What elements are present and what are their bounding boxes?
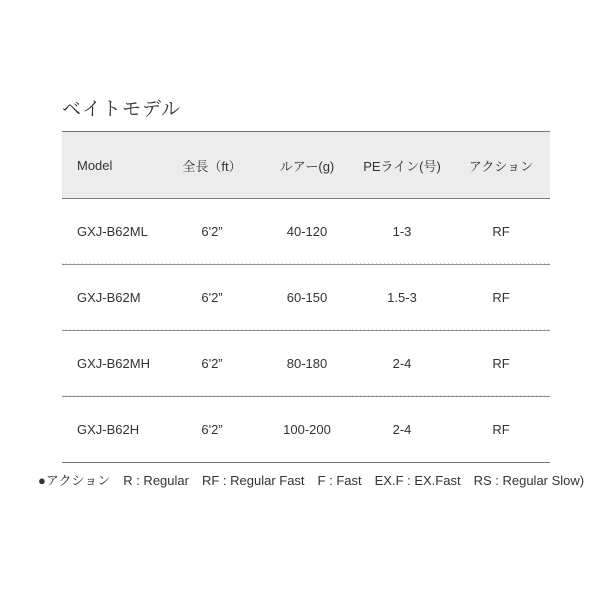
cell-lure: 80-180: [262, 331, 352, 397]
cell-model: GXJ-B62M: [62, 265, 162, 331]
cell-length: 6'2”: [162, 265, 262, 331]
table-header-row: [62, 132, 550, 199]
cell-length: 6'2”: [162, 331, 262, 397]
page-title: ベイトモデル: [62, 99, 182, 120]
cell-lure: 100-200: [262, 397, 352, 463]
column-header-lure: ルアー(g): [262, 132, 352, 199]
cell-pe-line: 1-3: [352, 199, 452, 265]
cell-action: RF: [452, 331, 550, 397]
cell-lure: 60-150: [262, 265, 352, 331]
legend-item: RF : Regular Fast: [201, 473, 305, 488]
cell-pe-line: 2-4: [352, 331, 452, 397]
column-header-pe-line: PEライン(号): [352, 132, 452, 199]
cell-action: RF: [452, 397, 550, 463]
action-legend: [38, 470, 584, 489]
cell-pe-line: 1.5-3: [352, 265, 452, 331]
legend-label: ●アクション: [38, 473, 111, 488]
column-header-action: アクション: [452, 132, 550, 199]
table-row: [62, 331, 550, 397]
column-header-model: Model: [62, 132, 162, 199]
table-row: [62, 397, 550, 463]
cell-length: 6'2”: [162, 397, 262, 463]
table-row: [62, 199, 550, 265]
cell-model: GXJ-B62MH: [62, 331, 162, 397]
legend-item: EX.F : EX.Fast: [374, 473, 461, 488]
cell-model: GXJ-B62ML: [62, 199, 162, 265]
table-row: [62, 265, 550, 331]
cell-length: 6'2”: [162, 199, 262, 265]
legend-item: F : Fast: [317, 473, 362, 488]
legend-item: R : Regular: [123, 473, 189, 488]
cell-action: RF: [452, 199, 550, 265]
cell-pe-line: 2-4: [352, 397, 452, 463]
legend-item: RS : Regular Slow): [473, 473, 585, 488]
cell-lure: 40-120: [262, 199, 352, 265]
column-header-length: 全長（ft）: [162, 132, 262, 199]
cell-action: RF: [452, 265, 550, 331]
cell-model: GXJ-B62H: [62, 397, 162, 463]
spec-table: [62, 131, 550, 463]
